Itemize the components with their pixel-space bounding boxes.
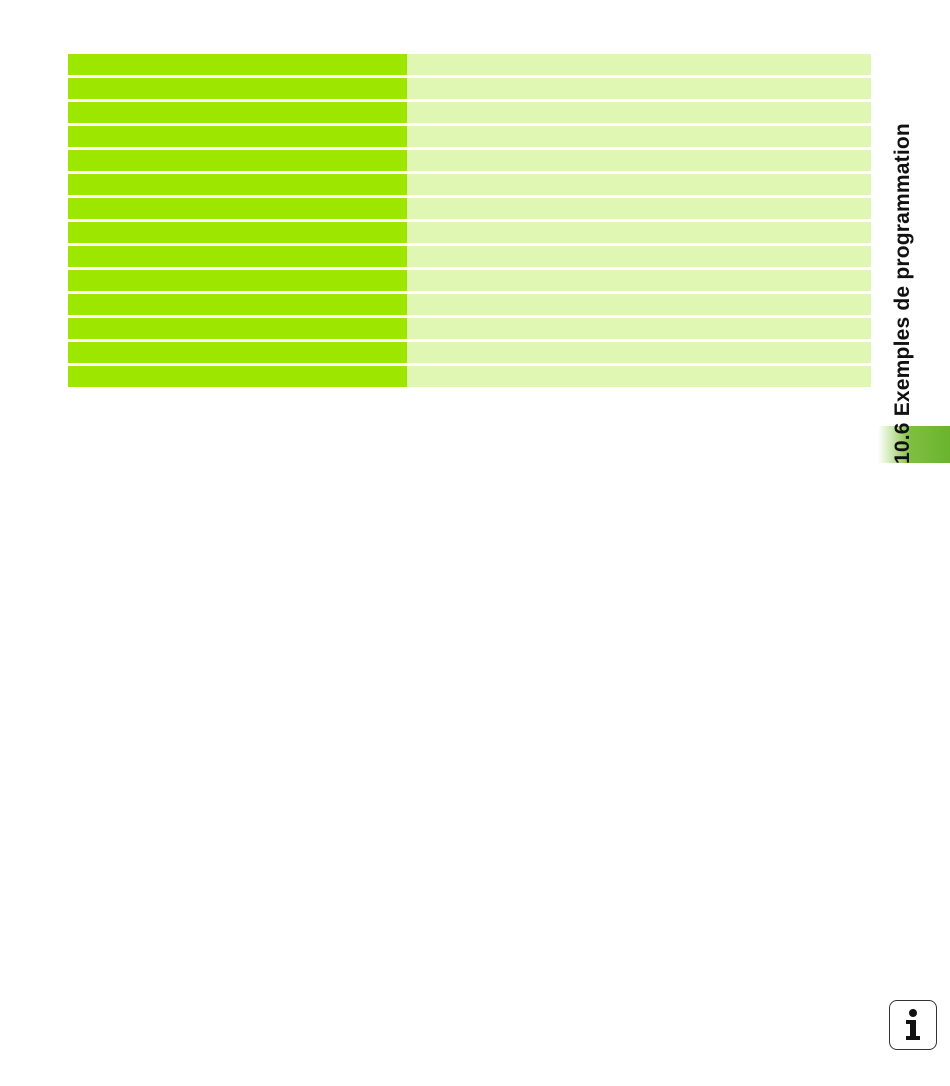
info-glyph (901, 1008, 925, 1042)
table-cell-left (68, 270, 407, 291)
table-row (68, 270, 871, 291)
section-title: 10.6 Exemples de programmation (891, 123, 914, 464)
table-cell-left (68, 246, 407, 267)
table-row (68, 294, 871, 315)
table-cell-left (68, 366, 407, 387)
table-row (68, 222, 871, 243)
table-cell-right (407, 342, 871, 363)
table-cell-right (407, 318, 871, 339)
table-row (68, 78, 871, 99)
table-cell-left (68, 318, 407, 339)
table-cell-left (68, 54, 407, 75)
table-cell-left (68, 342, 407, 363)
table-row (68, 54, 871, 75)
table-cell-right (407, 174, 871, 195)
table-row (68, 342, 871, 363)
table-row (68, 174, 871, 195)
table-cell-right (407, 294, 871, 315)
table-cell-left (68, 198, 407, 219)
table-cell-left (68, 174, 407, 195)
table-cell-left (68, 150, 407, 171)
table-cell-right (407, 366, 871, 387)
table-row (68, 246, 871, 267)
table-row (68, 126, 871, 147)
table-cell-right (407, 246, 871, 267)
table-cell-left (68, 294, 407, 315)
table-cell-right (407, 222, 871, 243)
program-table (68, 54, 871, 387)
table-row (68, 366, 871, 387)
table-row (68, 198, 871, 219)
table-cell-right (407, 126, 871, 147)
table-cell-right (407, 54, 871, 75)
table-cell-left (68, 126, 407, 147)
table-cell-left (68, 102, 407, 123)
info-icon (889, 1000, 937, 1050)
table-cell-right (407, 270, 871, 291)
table-cell-left (68, 222, 407, 243)
table-cell-right (407, 78, 871, 99)
table-cell-left (68, 78, 407, 99)
table-row (68, 102, 871, 123)
table-cell-right (407, 198, 871, 219)
table-row (68, 318, 871, 339)
table-cell-right (407, 102, 871, 123)
table-row (68, 150, 871, 171)
table-cell-right (407, 150, 871, 171)
